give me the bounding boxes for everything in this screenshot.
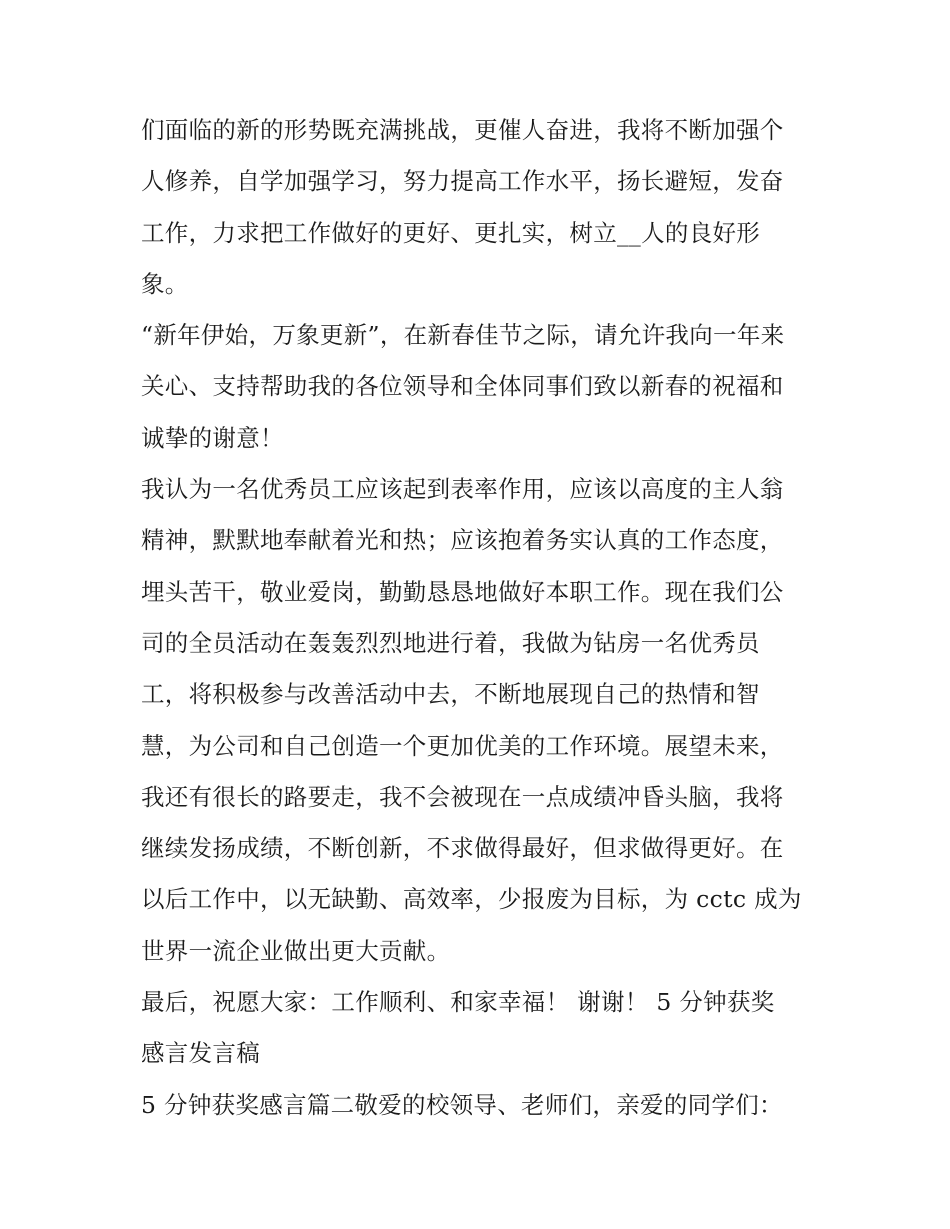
text-line: 我认为一名优秀员工应该起到表率作用，应该以高度的主人翁 xyxy=(141,475,784,504)
text-line: 工，将积极参与改善活动中去，不断地展现自己的热情和智 xyxy=(141,680,760,709)
text-line: 我还有很长的路要走，我不会被现在一点成绩冲昏头脑，我将 xyxy=(141,782,784,811)
text-line: 继续发扬成绩，不断创新，不求做得最好，但求做得更好。在 xyxy=(141,834,784,863)
text-line: 慧，为公司和自己创造一个更加优美的工作环境。展望未来， xyxy=(141,731,784,760)
text-line: 关心、支持帮助我的各位领导和全体同事们致以新春的祝福和 xyxy=(141,372,784,401)
text-line: 工作，力求把工作做好的更好、更扎实，树立__人的良好形 xyxy=(141,218,761,247)
text-line: 埋头苦干，敬业爱岗，勤勤恳恳地做好本职工作。现在我们公 xyxy=(141,577,784,606)
text-line: “新年伊始，万象更新”，在新春佳节之际，请允许我向一年来 xyxy=(141,321,785,350)
text-line: 5 分钟获奖感言篇二敬爱的校领导、老师们，亲爱的同学们： xyxy=(141,1090,783,1119)
text-line: 象。 xyxy=(141,269,189,298)
text-line: 最后，祝愿大家：工作顺利、和家幸福！ 谢谢！ 5 分钟获奖 xyxy=(141,988,775,1017)
text-line: 感言发言稿 xyxy=(141,1039,260,1068)
text-line: 诚挚的谢意！ xyxy=(141,423,284,452)
text-line: 世界一流企业做出更大贡献。 xyxy=(141,936,451,965)
text-line: 司的全员活动在轰轰烈烈地进行着，我做为钻房一名优秀员 xyxy=(141,628,760,657)
body-text xyxy=(141,105,821,1131)
text-line: 以后工作中，以无缺勤、高效率，少报废为目标，为 cctc 成为 xyxy=(141,885,802,914)
text-line: 们面临的新的形势既充满挑战，更催人奋进，我将不断加强个 xyxy=(141,116,784,144)
text-line: 精神，默默地奉献着光和热；应该抱着务实认真的工作态度， xyxy=(141,526,784,555)
text-line: 人修养，自学加强学习，努力提高工作水平，扬长避短，发奋 xyxy=(141,167,784,196)
